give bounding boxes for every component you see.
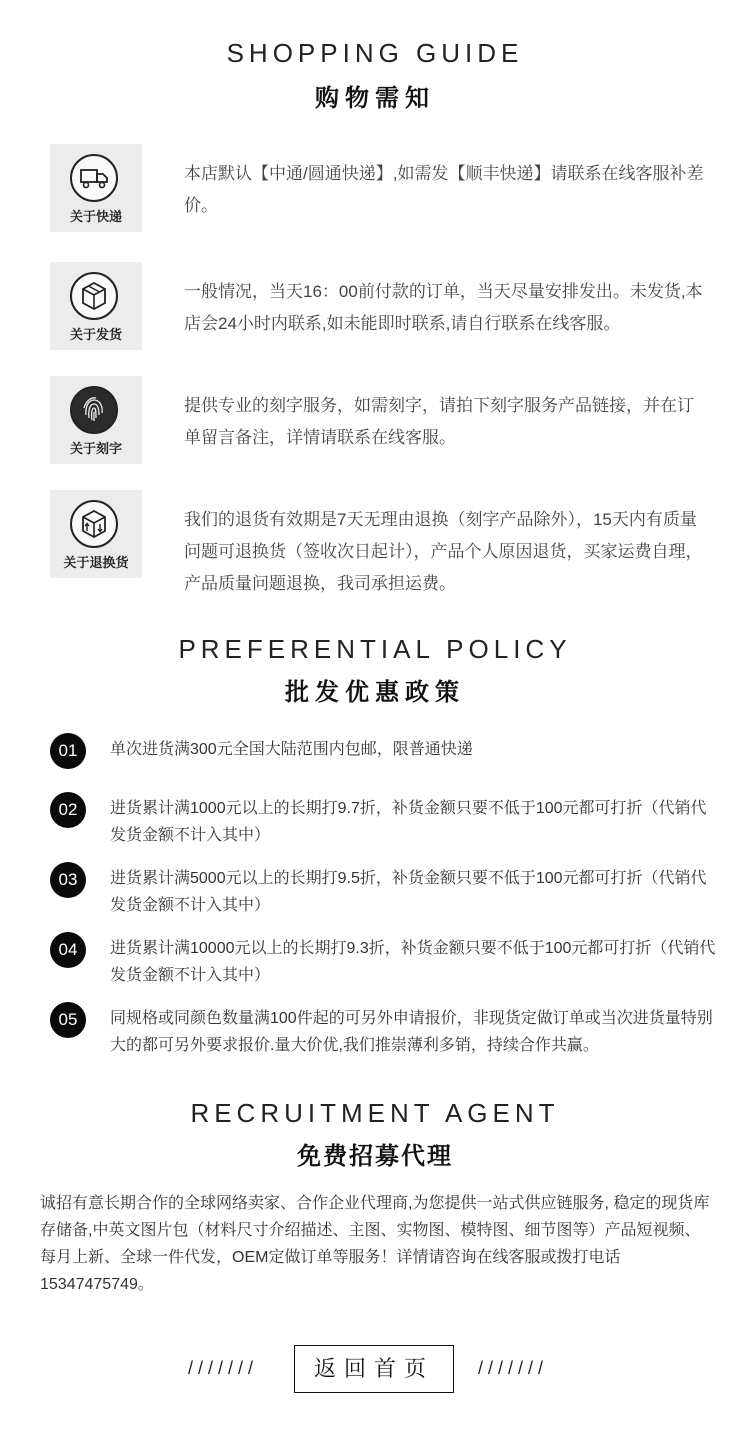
- recruit-title-en: RECRUITMENT AGENT: [190, 1098, 560, 1128]
- guide-icon-box: [50, 262, 142, 350]
- policy-text: 进货累计满5000元以上的长期打9.5折，补货金额只要不低于100元都可打折（代销代发货金额不计入其中）: [110, 870, 707, 914]
- guide-text: 本店默认【中通/圆通快递】,如需发【顺丰快递】请联系在线客服补差价。: [184, 164, 704, 215]
- back-to-home-button[interactable]: 返回首页: [294, 1345, 454, 1393]
- policy-number-badge: 03: [50, 862, 86, 898]
- policy-number-badge: 05: [50, 1002, 86, 1038]
- guide-title-cn: 购物需知: [315, 85, 435, 112]
- recruit-text: 诚招有意长期合作的全球网络卖家、合作企业代理商,为您提供一站式供应链服务, 稳定的现货库存储备,中英文图片包（材料尺寸介绍描述、主图、实物图、模特图、细节图等）产品短视频、每月上新、全球一件代发，OEM定做订单等服务！详情请咨询在线客服或拨打电话15347475749。: [40, 1195, 710, 1293]
- guide-item-engraving: [50, 376, 710, 466]
- guide-text: 提供专业的刻字服务，如需刻字，请拍下刻字服务产品链接，并在订单留言备注，详情请联系在线客服。: [184, 396, 694, 447]
- policy-text: 同规格或同颜色数量满100件起的可另外申请报价，非现货定做订单或当次进货量特别大的都可另外要求报价.量大价优,我们推崇薄利多销，持续合作共赢。: [110, 1010, 713, 1054]
- policy-text: 单次进货满300元全国大陆范围内包邮，限普通快递: [110, 741, 473, 758]
- package-icon: [70, 272, 118, 320]
- guide-label: 关于刻字: [69, 441, 122, 456]
- guide-label: 关于发货: [69, 327, 122, 342]
- guide-icon-box: [50, 490, 142, 578]
- guide-item-express: [50, 144, 710, 234]
- policy-title-cn: 批发优惠政策: [285, 679, 465, 706]
- guide-text: 我们的退货有效期是7天无理由退换（刻字产品除外），15天内有质量问题可退换货（签收次日起计），产品个人原因退货，买家运费自理，产品质量问题退换，我司承担运费。: [184, 510, 703, 593]
- slash-decoration-right: ///////: [478, 1358, 549, 1378]
- guide-icon-box: [50, 144, 142, 232]
- guide-item-returns: [50, 490, 710, 593]
- guide-label: 关于退换货: [63, 555, 129, 570]
- policy-title-en: PREFERENTIAL POLICY: [178, 634, 572, 664]
- guide-text: 一般情况，当天16：00前付款的订单，当天尽量安排发出。未发货,本店会24小时内联系,如未能即时联系,请自行联系在线客服。: [184, 282, 703, 333]
- truck-icon: [70, 154, 118, 202]
- policy-text: 进货累计满1000元以上的长期打9.7折，补货金额只要不低于100元都可打折（代销代发货金额不计入其中）: [110, 800, 707, 844]
- recruit-title-cn: 免费招募代理: [297, 1143, 453, 1170]
- policy-number-badge: 02: [50, 792, 86, 828]
- slash-decoration-left: ///////: [188, 1358, 259, 1378]
- return-box-icon: [70, 500, 118, 548]
- policy-number-badge: 04: [50, 932, 86, 968]
- policy-text: 进货累计满10000元以上的长期打9.3折，补货金额只要不低于100元都可打折（代销代发货金额不计入其中）: [110, 940, 716, 984]
- guide-item-shipping: [50, 262, 710, 352]
- guide-icon-box: [50, 376, 142, 464]
- guide-label: 关于快递: [69, 209, 122, 224]
- fingerprint-icon: [70, 386, 118, 434]
- guide-title-en: SHOPPING GUIDE: [226, 38, 524, 68]
- policy-number-badge: 01: [50, 733, 86, 769]
